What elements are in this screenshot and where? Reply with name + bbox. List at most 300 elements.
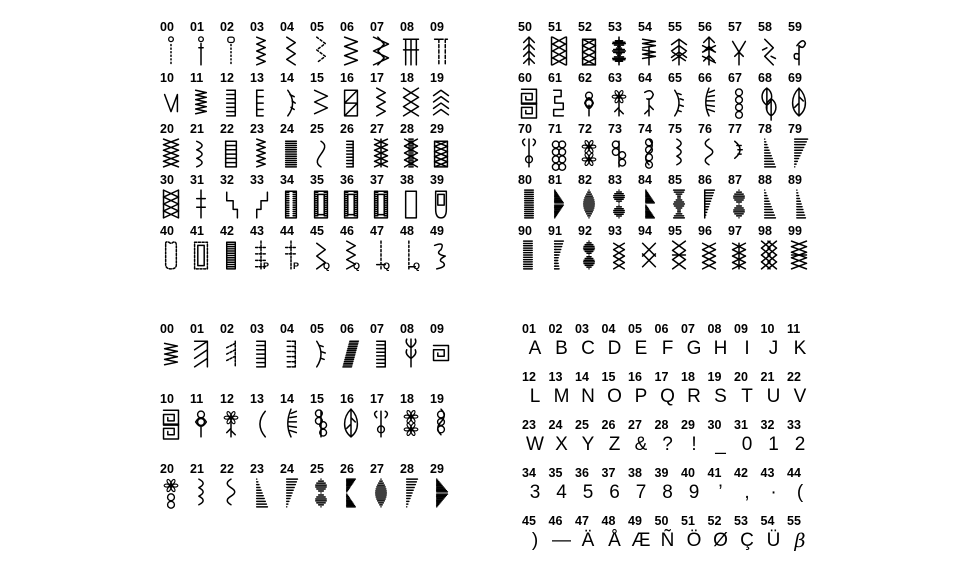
stitch-number: 24: [280, 122, 294, 136]
character-cell: [602, 514, 629, 562]
stitch-number: 49: [430, 224, 444, 238]
character-number: 54: [760, 514, 775, 528]
character-number: 19: [707, 370, 722, 384]
stitch-cell: [638, 20, 668, 71]
character-number: 14: [575, 370, 589, 384]
stitch-cell: [668, 71, 698, 122]
stitch-cell: [668, 224, 698, 275]
stitch-cell: [280, 322, 310, 392]
character-number: 32: [760, 418, 775, 432]
stitch-pattern-icon: [250, 86, 272, 118]
stitch-cell: [280, 462, 310, 532]
stitch-number: 69: [788, 71, 802, 85]
character-number: 33: [787, 418, 801, 432]
stitch-number: 87: [728, 173, 742, 187]
stitch-pattern-icon: [698, 239, 720, 271]
stitch-pattern-icon: [638, 86, 660, 118]
stitch-pattern-icon: [548, 86, 570, 118]
stitch-pattern-icon: [668, 188, 690, 220]
character-cell: [787, 322, 814, 370]
character-glyph: H: [713, 338, 728, 359]
stitch-number: 18: [400, 392, 414, 406]
stitch-number: 17: [370, 392, 384, 406]
stitch-pattern-icon: [518, 137, 540, 169]
stitch-pattern-icon: [190, 337, 212, 369]
stitch-cell: [160, 20, 190, 71]
stitch-pattern-icon: [608, 188, 630, 220]
stitch-cell: [548, 173, 578, 224]
stitch-cell: [758, 173, 788, 224]
stitch-cell: [280, 224, 310, 275]
character-number: 27: [628, 418, 642, 432]
stitch-number: 92: [578, 224, 592, 238]
stitch-number: 60: [518, 71, 532, 85]
character-number: 40: [681, 466, 695, 480]
stitch-pattern-icon: [430, 188, 452, 220]
stitch-number: 08: [400, 322, 414, 336]
character-glyph: F: [661, 338, 674, 359]
stitch-cell: [250, 20, 280, 71]
stitch-pattern-icon: [758, 35, 780, 67]
stitch-number: 97: [728, 224, 742, 238]
stitch-pattern-icon: [788, 86, 810, 118]
stitch-pattern-icon: [548, 239, 570, 271]
stitch-number: 56: [698, 20, 712, 34]
character-cell: [575, 418, 602, 466]
character-glyph: P: [634, 386, 648, 407]
stitch-number: 01: [190, 20, 204, 34]
stitch-pattern-icon: [430, 407, 452, 439]
stitch-pattern-icon: [190, 407, 212, 439]
stitch-cell: [310, 392, 340, 462]
panel-alphabet: [522, 322, 812, 562]
stitch-number: 21: [190, 122, 204, 136]
stitch-number: 91: [548, 224, 562, 238]
stitch-number: 72: [578, 122, 592, 136]
stitch-number: 27: [370, 462, 384, 476]
stitch-pattern-icon: [250, 35, 272, 67]
character-number: 53: [734, 514, 748, 528]
character-number: 21: [760, 370, 775, 384]
stitch-number: 06: [340, 20, 354, 34]
stitch-pattern-icon: [638, 137, 660, 169]
stitch-pattern-icon: [190, 86, 212, 118]
stitch-pattern-icon: [340, 337, 362, 369]
character-cell: [681, 370, 708, 418]
character-number: 13: [548, 370, 563, 384]
stitch-pattern-icon: [190, 137, 212, 169]
stitch-pattern-icon: [608, 137, 630, 169]
character-number: 49: [628, 514, 642, 528]
stitch-number: 03: [250, 20, 264, 34]
character-number: 41: [707, 466, 722, 480]
stitch-number: 89: [788, 173, 802, 187]
character-cell: [575, 514, 602, 562]
character-glyph: 0: [741, 434, 753, 455]
stitch-cell: [698, 71, 728, 122]
stitch-number: 12: [220, 392, 234, 406]
character-glyph: L: [529, 386, 541, 407]
stitch-pattern-icon: [340, 137, 362, 169]
stitch-pattern-icon: [668, 35, 690, 67]
character-cell: [761, 466, 788, 514]
stitch-number: 45: [310, 224, 324, 238]
character-glyph: Z: [608, 434, 621, 455]
character-number: 46: [548, 514, 563, 528]
character-glyph: A: [528, 338, 542, 359]
stitch-pattern-icon: [400, 188, 422, 220]
stitch-number: 22: [220, 462, 234, 476]
stitch-number: 77: [728, 122, 742, 136]
stitch-pattern-icon: [608, 35, 630, 67]
stitch-suffix-label: Q: [383, 261, 391, 271]
character-number: 24: [548, 418, 563, 432]
stitch-number: 32: [220, 173, 234, 187]
stitch-cell: [220, 224, 250, 275]
character-glyph: _: [715, 434, 726, 455]
stitch-cell: [220, 20, 250, 71]
stitch-pattern-icon: [578, 239, 600, 271]
stitch-number: 81: [548, 173, 562, 187]
stitch-number: 14: [280, 71, 294, 85]
character-cell: [708, 418, 735, 466]
stitch-pattern-icon: [280, 188, 302, 220]
stitch-number: 16: [340, 71, 354, 85]
stitch-pattern-icon: [758, 239, 780, 271]
stitch-cell: [310, 322, 340, 392]
stitch-cell: [518, 20, 548, 71]
stitch-number: 65: [668, 71, 682, 85]
character-cell: [575, 322, 602, 370]
stitch-number: 71: [548, 122, 562, 136]
stitch-pattern-icon: [220, 188, 242, 220]
stitch-cell: [370, 392, 400, 462]
stitch-cell: [310, 122, 340, 173]
stitch-pattern-icon: [160, 86, 182, 118]
stitch-pattern-icon: [250, 407, 272, 439]
character-glyph: D: [607, 338, 622, 359]
stitch-number: 70: [518, 122, 532, 136]
character-glyph: Ç: [740, 530, 754, 551]
stitch-pattern-icon: [220, 337, 242, 369]
stitch-cell: [698, 122, 728, 173]
stitch-pattern-icon: [518, 35, 540, 67]
stitch-number: 47: [370, 224, 384, 238]
stitch-pattern-icon: [370, 35, 392, 67]
character-cell: [681, 418, 708, 466]
stitch-number: 64: [638, 71, 652, 85]
stitch-cell: [190, 462, 220, 532]
stitch-cell: [220, 462, 250, 532]
character-glyph: Ö: [686, 530, 702, 551]
stitch-cell: [400, 392, 430, 462]
character-number: 28: [654, 418, 669, 432]
stitch-number: 31: [190, 173, 204, 187]
character-glyph: Y: [581, 434, 595, 455]
stitch-number: 63: [608, 71, 622, 85]
stitch-number: 95: [668, 224, 682, 238]
stitch-cell: [250, 71, 280, 122]
character-glyph: Ø: [713, 530, 728, 551]
stitch-number: 75: [668, 122, 682, 136]
stitch-cell: [310, 20, 340, 71]
character-number: 34: [522, 466, 536, 480]
character-number: 17: [654, 370, 669, 384]
stitch-pattern-icon: [340, 86, 362, 118]
stitch-cell: [758, 122, 788, 173]
stitch-number: 83: [608, 173, 622, 187]
stitch-number: 20: [160, 462, 174, 476]
stitch-number: 09: [430, 20, 444, 34]
stitch-number: 51: [548, 20, 562, 34]
character-glyph: C: [581, 338, 595, 359]
stitch-cell: [608, 224, 638, 275]
character-glyph: &: [634, 434, 648, 455]
stitch-cell: [190, 322, 220, 392]
stitch-cell: [340, 322, 370, 392]
stitch-cell: [728, 122, 758, 173]
stitch-cell: [220, 71, 250, 122]
character-number: 48: [601, 514, 616, 528]
character-number: 50: [654, 514, 669, 528]
stitch-pattern-icon: [310, 407, 332, 439]
stitch-number: 37: [370, 173, 384, 187]
stitch-pattern-icon: [788, 239, 810, 271]
stitch-number: 54: [638, 20, 652, 34]
stitch-number: 29: [430, 122, 444, 136]
stitch-cell: [250, 322, 280, 392]
stitch-number: 39: [430, 173, 444, 187]
stitch-number: 01: [190, 322, 204, 336]
stitch-number: 57: [728, 20, 742, 34]
stitch-suffix-label: Q: [413, 261, 421, 271]
stitch-pattern-icon: [370, 86, 392, 118]
stitch-number: 00: [160, 322, 174, 336]
stitch-number: 76: [698, 122, 712, 136]
stitch-number: 74: [638, 122, 652, 136]
stitch-pattern-icon: [310, 337, 332, 369]
stitch-cell: [788, 122, 818, 173]
stitch-pattern-icon: [370, 188, 392, 220]
stitch-cell: [400, 224, 430, 275]
stitch-cell: [280, 122, 310, 173]
character-glyph: Å: [608, 530, 621, 551]
stitch-number: 38: [400, 173, 414, 187]
stitch-number: 24: [280, 462, 294, 476]
stitch-number: 28: [400, 462, 414, 476]
character-cell: [522, 514, 549, 562]
stitch-cell: [758, 71, 788, 122]
character-glyph: ·: [770, 482, 777, 503]
stitch-pattern-icon: [280, 137, 302, 169]
character-number: 43: [760, 466, 775, 480]
character-cell: [787, 514, 814, 562]
stitch-cell: [518, 122, 548, 173]
stitch-cell: [518, 71, 548, 122]
stitch-cell: [310, 462, 340, 532]
character-cell: [761, 514, 788, 562]
character-glyph: E: [634, 338, 648, 359]
stitch-pattern-icon: [430, 337, 452, 369]
stitch-cell: [430, 322, 460, 392]
stitch-number: 33: [250, 173, 264, 187]
character-cell: [655, 466, 682, 514]
stitch-number: 07: [370, 322, 384, 336]
character-number: 20: [734, 370, 748, 384]
stitch-cell: [548, 224, 578, 275]
stitch-number: 13: [250, 392, 264, 406]
stitch-number: 28: [400, 122, 414, 136]
stitch-number: 73: [608, 122, 622, 136]
character-cell: [602, 418, 629, 466]
stitch-pattern-icon: [220, 477, 242, 509]
stitch-cell: [310, 173, 340, 224]
stitch-number: 14: [280, 392, 294, 406]
character-glyph: ’: [718, 482, 723, 503]
character-glyph: N: [581, 386, 595, 407]
character-number: 30: [707, 418, 722, 432]
stitch-number: 13: [250, 71, 264, 85]
stitch-cell: [788, 20, 818, 71]
character-cell: [549, 370, 576, 418]
character-cell: [787, 466, 814, 514]
stitch-pattern-icon: [400, 337, 422, 369]
stitch-cell: [310, 224, 340, 275]
character-number: 55: [787, 514, 801, 528]
stitch-pattern-icon: [250, 137, 272, 169]
stitch-pattern-icon: [548, 188, 570, 220]
stitch-cell: [430, 392, 460, 462]
stitch-pattern-icon: [370, 337, 392, 369]
character-glyph: Ü: [766, 530, 781, 551]
stitch-cell: [430, 173, 460, 224]
character-number: 22: [787, 370, 801, 384]
stitch-number: 04: [280, 20, 294, 34]
stitch-cell: [788, 173, 818, 224]
stitch-cell: [280, 173, 310, 224]
character-cell: [787, 418, 814, 466]
stitch-number: 62: [578, 71, 592, 85]
stitch-pattern-icon: [220, 35, 242, 67]
character-number: 10: [760, 322, 775, 336]
stitch-cell: [578, 20, 608, 71]
stitch-number: 22: [220, 122, 234, 136]
stitch-number: 58: [758, 20, 772, 34]
character-number: 45: [522, 514, 536, 528]
stitch-pattern-icon: [430, 477, 452, 509]
stitch-number: 15: [310, 71, 324, 85]
stitch-pattern-icon: [310, 86, 332, 118]
character-number: 05: [628, 322, 642, 336]
character-cell: [522, 370, 549, 418]
stitch-cell: [370, 462, 400, 532]
stitch-pattern-icon: [340, 407, 362, 439]
stitch-pattern-icon: [160, 35, 182, 67]
stitch-pattern-icon: [250, 337, 272, 369]
stitch-cell: [220, 392, 250, 462]
character-number: 26: [601, 418, 616, 432]
stitch-cell: [370, 173, 400, 224]
stitch-pattern-icon: [638, 35, 660, 67]
stitch-pattern-icon: [758, 188, 780, 220]
stitch-number: 78: [758, 122, 772, 136]
stitch-pattern-icon: [190, 35, 212, 67]
character-glyph: V: [793, 386, 807, 407]
stitch-pattern-icon: [698, 86, 720, 118]
stitch-cell: [430, 20, 460, 71]
character-cell: [761, 322, 788, 370]
stitch-number: 88: [758, 173, 772, 187]
stitch-cell: [638, 173, 668, 224]
stitch-cell: [400, 173, 430, 224]
stitch-number: 00: [160, 20, 174, 34]
character-cell: [549, 514, 576, 562]
character-glyph: Æ: [631, 530, 651, 551]
stitch-cell: [250, 122, 280, 173]
stitch-cell: [370, 71, 400, 122]
stitch-number: 27: [370, 122, 384, 136]
stitch-pattern-icon: [340, 188, 362, 220]
stitch-pattern-icon: [280, 35, 302, 67]
stitch-cell: [370, 322, 400, 392]
stitch-cell: [668, 20, 698, 71]
character-cell: [681, 514, 708, 562]
stitch-number: 09: [430, 322, 444, 336]
stitch-cell: [430, 224, 460, 275]
stitch-number: 20: [160, 122, 174, 136]
stitch-pattern-icon: [400, 477, 422, 509]
stitch-pattern-icon: [250, 188, 272, 220]
stitch-number: 26: [340, 122, 354, 136]
character-cell: [549, 466, 576, 514]
stitch-number: 50: [518, 20, 532, 34]
character-glyph: G: [686, 338, 702, 359]
stitch-cell: [608, 71, 638, 122]
stitch-cell: [160, 462, 190, 532]
stitch-cell: [190, 173, 220, 224]
stitch-cell: [250, 173, 280, 224]
stitch-cell: [608, 20, 638, 71]
stitch-number: 67: [728, 71, 742, 85]
stitch-number: 82: [578, 173, 592, 187]
character-cell: [655, 514, 682, 562]
stitch-cell: [400, 71, 430, 122]
stitch-number: 02: [220, 20, 234, 34]
character-number: 04: [601, 322, 616, 336]
stitch-pattern-icon: [758, 86, 780, 118]
stitch-number: 10: [160, 71, 174, 85]
stitch-pattern-icon: [370, 137, 392, 169]
character-cell: [602, 466, 629, 514]
character-glyph: 1: [768, 434, 779, 455]
character-cell: [549, 322, 576, 370]
character-number: 16: [628, 370, 642, 384]
stitch-cell: [548, 71, 578, 122]
stitch-number: 86: [698, 173, 712, 187]
character-number: 25: [575, 418, 589, 432]
stitch-suffix-label: Q: [323, 261, 331, 271]
stitch-number: 59: [788, 20, 802, 34]
stitch-pattern-icon: [160, 337, 182, 369]
character-glyph: —: [552, 530, 571, 551]
character-glyph: 6: [609, 482, 620, 503]
character-cell: [734, 370, 761, 418]
stitch-number: 17: [370, 71, 384, 85]
stitch-cell: [220, 173, 250, 224]
stitch-cell: [548, 122, 578, 173]
stitch-number: 06: [340, 322, 354, 336]
stitch-pattern-icon: [310, 188, 332, 220]
